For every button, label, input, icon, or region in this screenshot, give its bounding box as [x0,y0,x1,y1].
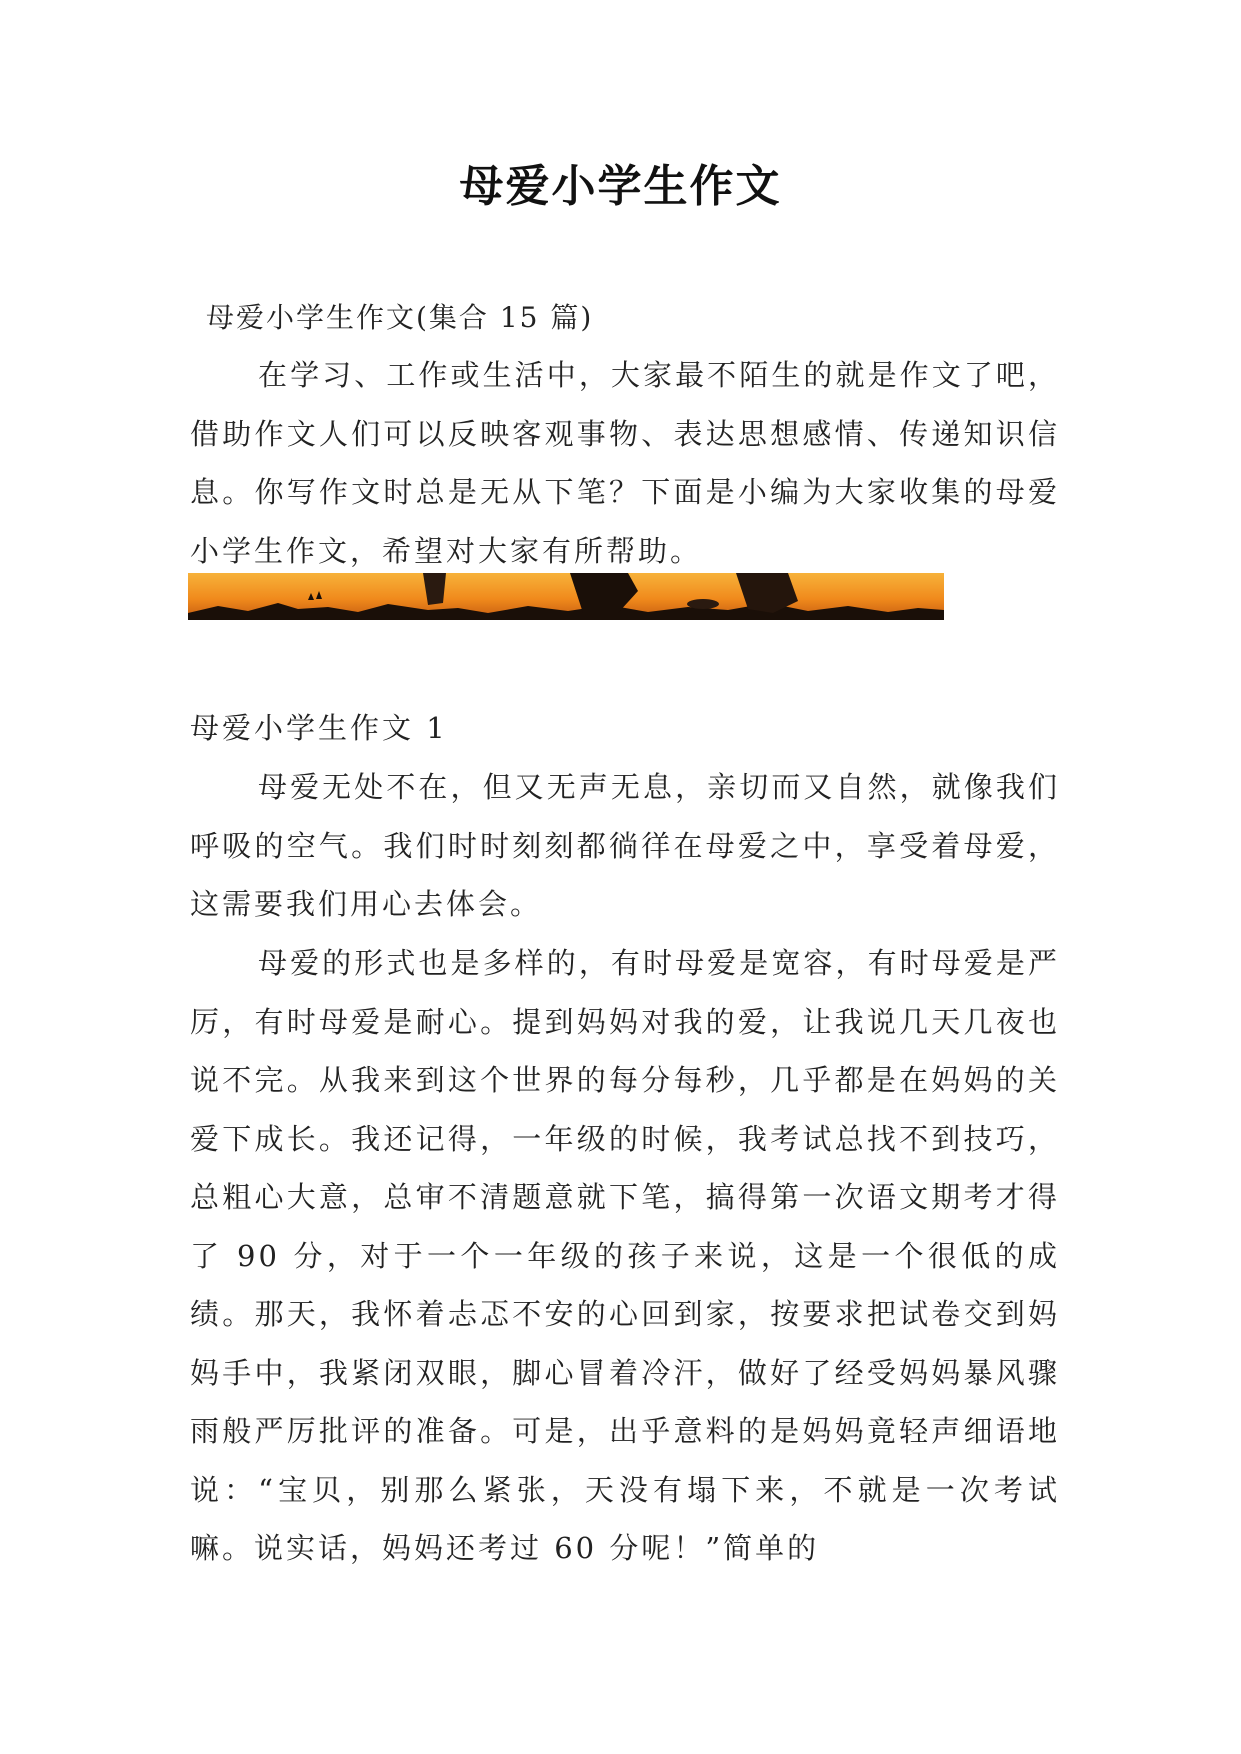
section-heading: 母爱小学生作文 1 [190,711,448,745]
section-paragraph-2: 母爱的形式也是多样的，有时母爱是宽容，有时母爱是严厉，有时母爱是耐心。提到妈妈对我的爱，让我说几天几夜也说不完。从我来到这个世界的每分每秒，几乎都是在妈妈的关爱下成长。我还记得，一年级的时候，我考试总找不到技巧，总粗心大意，总审不清题意就下笔，搞得第一次语文期考才得了 90 分，对于一个一年级的孩子来说，这是一个很低的成绩。那天，我怀着忐忑不安的心回到家，按要求把试卷交到妈妈手中，我紧闭双眼，脚心冒着冷汗，做好了经受妈妈暴风骤雨般严厉批评的准备。可是，出乎意料的是妈妈竟轻声细语地说：“宝贝，别那么紧张，天没有塌下来，不就是一次考试嘛。说实话，妈妈还考过 60 分呢！”简单的 [190,946,1060,1565]
document-title: 母爱小学生作文 [459,161,782,212]
document-subtitle: 母爱小学生作文(集合 15 篇) [206,301,594,334]
sunset-banner-image [188,573,944,620]
intro-paragraph: 在学习、工作或生活中，大家最不陌生的就是作文了吧，借助作文人们可以反映客观事物、表达思想感情、传递知识信息。你写作文时总是无从下笔？下面是小编为大家收集的母爱小学生作文，希望对大家有所帮助。 [190,358,1060,568]
section-paragraph-1: 母爱无处不在，但又无声无息，亲切而又自然，就像我们呼吸的空气。我们时时刻刻都徜徉在母爱之中，享受着母爱，这需要我们用心去体会。 [190,770,1060,921]
sunset-silhouette-icon [188,573,944,620]
